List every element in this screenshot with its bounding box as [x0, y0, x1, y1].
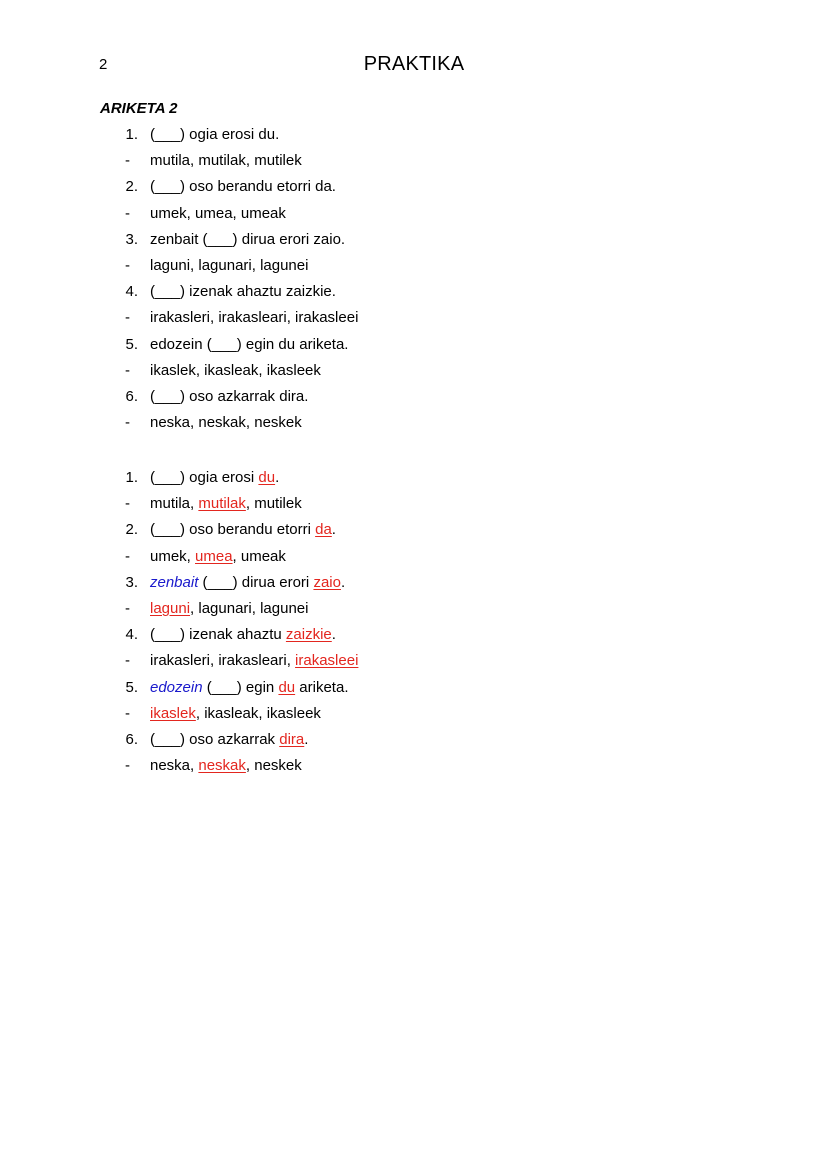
exercise-question	[0, 283, 828, 309]
option-dash: -	[125, 599, 130, 617]
exercise-options	[0, 205, 828, 231]
answer-highlight: du	[278, 678, 296, 696]
answer-options	[0, 548, 828, 574]
text-segment: (___) oso berandu etorri	[150, 521, 316, 539]
answer-question-text	[150, 679, 348, 697]
answer-highlight: zaizkie	[285, 626, 332, 644]
item-number: 5.	[125, 678, 138, 696]
option-dash: -	[125, 414, 130, 432]
text-segment: (___) oso azkarrak	[150, 730, 280, 748]
text-segment: .	[304, 730, 309, 748]
exercise-options-text: mutila, mutilak, mutilek	[150, 152, 302, 170]
answer-options-text	[150, 652, 358, 670]
text-segment: umek,	[150, 547, 196, 565]
determiner-highlight: zenbait	[150, 573, 199, 591]
exercise-question-text: (___) oso berandu etorri da.	[150, 178, 336, 196]
exercise-options-text: irakasleri, irakasleari, irakasleei	[150, 309, 359, 327]
answer-options-text	[150, 705, 321, 723]
item-number: 6.	[125, 730, 138, 748]
item-number: 5.	[125, 335, 138, 353]
text-segment: , lagunari, lagunei	[190, 599, 309, 617]
answer-highlight: neskak	[198, 757, 246, 775]
exercise-question-text: zenbait (___) dirua erori zaio.	[150, 230, 346, 248]
answer-list	[0, 469, 828, 783]
exercise-options-text: neska, neskak, neskek	[150, 414, 302, 432]
answer-options	[0, 495, 828, 521]
answer-question	[0, 679, 828, 705]
option-dash: -	[125, 704, 130, 722]
item-number: 4.	[125, 283, 138, 301]
text-segment: mutila,	[150, 495, 199, 513]
text-segment: , umeak	[232, 547, 286, 565]
answer-highlight: umea	[195, 547, 233, 565]
option-dash: -	[125, 495, 130, 513]
answer-question	[0, 626, 828, 652]
answer-highlight: dira	[279, 730, 305, 748]
text-segment: (___) egin	[202, 678, 279, 696]
answer-options-text	[150, 548, 286, 566]
answer-question	[0, 731, 828, 757]
text-segment: (___) izenak ahaztu	[150, 626, 286, 644]
answer-options	[0, 757, 828, 783]
answer-options	[0, 652, 828, 678]
exercise-list	[0, 126, 828, 440]
answer-highlight: irakasleei	[295, 652, 359, 670]
option-dash: -	[125, 152, 130, 170]
exercise-question	[0, 178, 828, 204]
answer-highlight: mutilak	[198, 495, 246, 513]
text-segment: .	[331, 626, 336, 644]
option-dash: -	[125, 204, 130, 222]
item-number: 2.	[125, 521, 138, 539]
answer-question-text	[150, 626, 336, 644]
text-segment: .	[340, 573, 346, 591]
exercise-question	[0, 231, 828, 257]
answer-question	[0, 521, 828, 547]
answer-options-text	[150, 757, 302, 775]
exercise-options-text: ikaslek, ikasleak, ikasleek	[150, 361, 321, 379]
answer-options-text	[150, 495, 302, 513]
option-dash: -	[125, 757, 130, 775]
item-number: 3.	[125, 230, 138, 248]
text-segment: , mutilek	[245, 495, 302, 513]
text-segment: ariketa.	[295, 678, 349, 696]
answer-question-text	[150, 574, 345, 592]
answer-highlight: ikaslek	[150, 704, 196, 722]
text-segment: , ikasleak, ikasleek	[195, 704, 321, 722]
item-number: 4.	[125, 626, 138, 644]
text-segment: .	[331, 521, 336, 539]
answer-question	[0, 574, 828, 600]
answer-options-text	[150, 600, 308, 618]
exercise-options-text: umek, umea, umeak	[150, 204, 286, 222]
option-dash: -	[125, 309, 130, 327]
exercise-question-text: (___) izenak ahaztu zaizkie.	[150, 283, 336, 301]
exercise-options	[0, 362, 828, 388]
option-dash: -	[125, 361, 130, 379]
section-title: ARIKETA 2	[100, 100, 178, 117]
answer-options	[0, 705, 828, 731]
page-title: PRAKTIKA	[363, 53, 465, 75]
exercise-options	[0, 414, 828, 440]
exercise-question	[0, 336, 828, 362]
answer-highlight: da	[315, 521, 332, 539]
text-segment: .	[275, 469, 280, 486]
option-dash: -	[125, 547, 130, 565]
answer-question-text	[150, 521, 336, 539]
answer-options	[0, 600, 828, 626]
answer-highlight: zaio	[313, 573, 341, 591]
text-segment: irakasleri, irakasleari,	[150, 652, 296, 670]
item-number: 1.	[125, 126, 138, 143]
answer-highlight: laguni	[150, 599, 191, 617]
answer-question-text	[150, 731, 308, 749]
item-number: 3.	[125, 573, 138, 591]
item-number: 1.	[125, 469, 138, 486]
text-segment: , neskek	[245, 757, 302, 775]
page-number: 2	[99, 56, 108, 73]
determiner-highlight: edozein	[150, 678, 203, 696]
exercise-question-text: (___) oso azkarrak dira.	[150, 387, 309, 405]
exercise-options	[0, 257, 828, 283]
exercise-question	[0, 388, 828, 414]
answer-highlight: du	[258, 469, 276, 486]
exercise-options	[0, 152, 828, 178]
answer-question-text	[150, 469, 279, 487]
answer-question	[0, 469, 828, 495]
exercise-question-text: (___) ogia erosi du.	[150, 126, 280, 143]
text-segment: (___) dirua erori	[198, 573, 314, 591]
text-segment: neska,	[150, 757, 199, 775]
exercise-options	[0, 309, 828, 335]
exercise-options-text: laguni, lagunari, lagunei	[150, 256, 309, 274]
option-dash: -	[125, 256, 130, 274]
item-number: 6.	[125, 387, 138, 405]
exercise-question-text: edozein (___) egin du ariketa.	[150, 335, 349, 353]
exercise-question	[0, 126, 828, 152]
text-segment: (___) ogia erosi	[150, 469, 259, 486]
option-dash: -	[125, 652, 130, 670]
item-number: 2.	[125, 178, 138, 196]
